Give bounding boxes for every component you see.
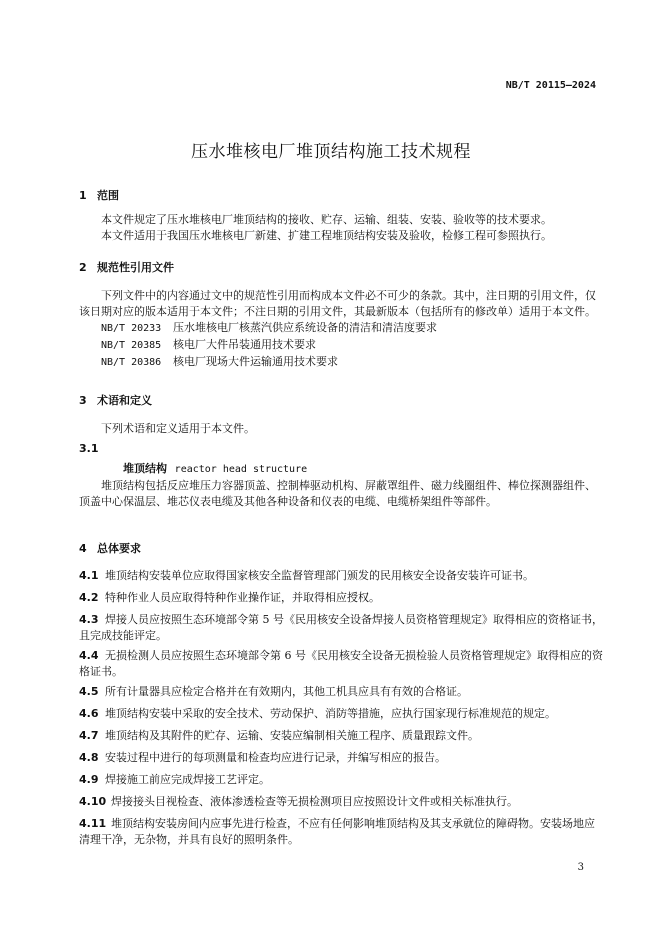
section-heading: 2 规范性引用文件 [79, 261, 174, 274]
term-entry: 堆顶结构 reactor head structure [123, 462, 308, 475]
requirement-item: 4.4 无损检测人员应按照生态环境部令第 6 号《民用核安全设备无损检验人员资格管理规定》取得相应的资格证书。 [79, 649, 603, 678]
requirement-item: 4.1 堆顶结构安装单位应取得国家核安全监督管理部门颁发的民用核安全设备安装许可证书。 [79, 569, 534, 582]
requirement-item: 4.10 焊接接头目视检查、液体渗透检查等无损检测项目应按照设计文件或相关标准执行。 [79, 795, 518, 808]
section-3 [79, 393, 603, 510]
paragraph: 本文件适用于我国压水堆核电厂新建、扩建工程堆顶结构安装及验收，检修工程可参照执行。 [101, 229, 552, 242]
requirement-item: 4.3 焊接人员应按照生态环境部令第 5 号《民用核安全设备焊接人员资格管理规定》取得相应的资格证书，且完成技能评定。 [79, 613, 603, 642]
section-heading: 4 总体要求 [79, 542, 141, 555]
section-4 [79, 541, 603, 557]
reference-item: NB/T 20233 压水堆核电厂核蒸汽供应系统设备的清洁和清洁度要求 [101, 321, 437, 334]
reference-item: NB/T 20386 核电厂现场大件运输通用技术要求 [101, 355, 338, 368]
requirement-item: 4.5 所有计量器具应检定合格并在有效期内，其他工机具应具有有效的合格证。 [79, 685, 468, 698]
paragraph: 本文件规定了压水堆核电厂堆顶结构的接收、贮存、运输、组装、安装、验收等的技术要求。 [101, 213, 552, 226]
section-2 [79, 260, 603, 371]
document-title: 压水堆核电厂堆顶结构施工技术规程 [191, 142, 471, 162]
paragraph: 下列文件中的内容通过文中的规范性引用而构成本文件必不可少的条款。其中，注日期的引用文件，仅该日期对应的版本适用于本文件；不注日期的引用文件，其最新版本（包括所有的修改单）适用于本文件。 [79, 289, 596, 318]
requirement-item: 4.8 安装过程中进行的每项测量和检查均应进行记录，并编写相应的报告。 [79, 751, 446, 764]
requirement-item: 4.11 堆顶结构安装房间内应事先进行检查，不应有任何影响堆顶结构及其支承就位的障碍物。安装场地应清理干净，无杂物，并具有良好的照明条件。 [79, 817, 595, 846]
reference-item: NB/T 20385 核电厂大件吊装通用技术要求 [101, 338, 316, 351]
requirement-item: 4.7 堆顶结构及其附件的贮存、运输、安装应编制相关施工程序、质量跟踪文件。 [79, 729, 479, 742]
section-heading: 1 范围 [79, 189, 119, 202]
section-heading: 3 术语和定义 [79, 394, 152, 407]
requirement-item: 4.2 特种作业人员应取得特种作业操作证，并取得相应授权。 [79, 591, 380, 604]
page-number: 3 [577, 862, 584, 873]
paragraph: 下列术语和定义适用于本文件。 [101, 422, 255, 435]
standard-code: NB/T 20115—2024 [505, 80, 596, 91]
requirement-item: 4.9 焊接施工前应完成焊接工艺评定。 [79, 773, 270, 786]
term-definition: 堆顶结构包括反应堆压力容器顶盖、控制棒驱动机构、屏蔽罩组件、磁力线圈组件、棒位探测器组件、顶盖中心保温层、堆芯仪表电缆及其他各种设备和仪表的电缆、电缆桥架组件等部件。 [79, 479, 596, 508]
section-1 [79, 188, 603, 244]
term-number: 3.1 [79, 442, 99, 455]
requirement-item: 4.6 堆顶结构安装中采取的安全技术、劳动保护、消防等措施，应执行国家现行标准规范的规定。 [79, 707, 556, 720]
